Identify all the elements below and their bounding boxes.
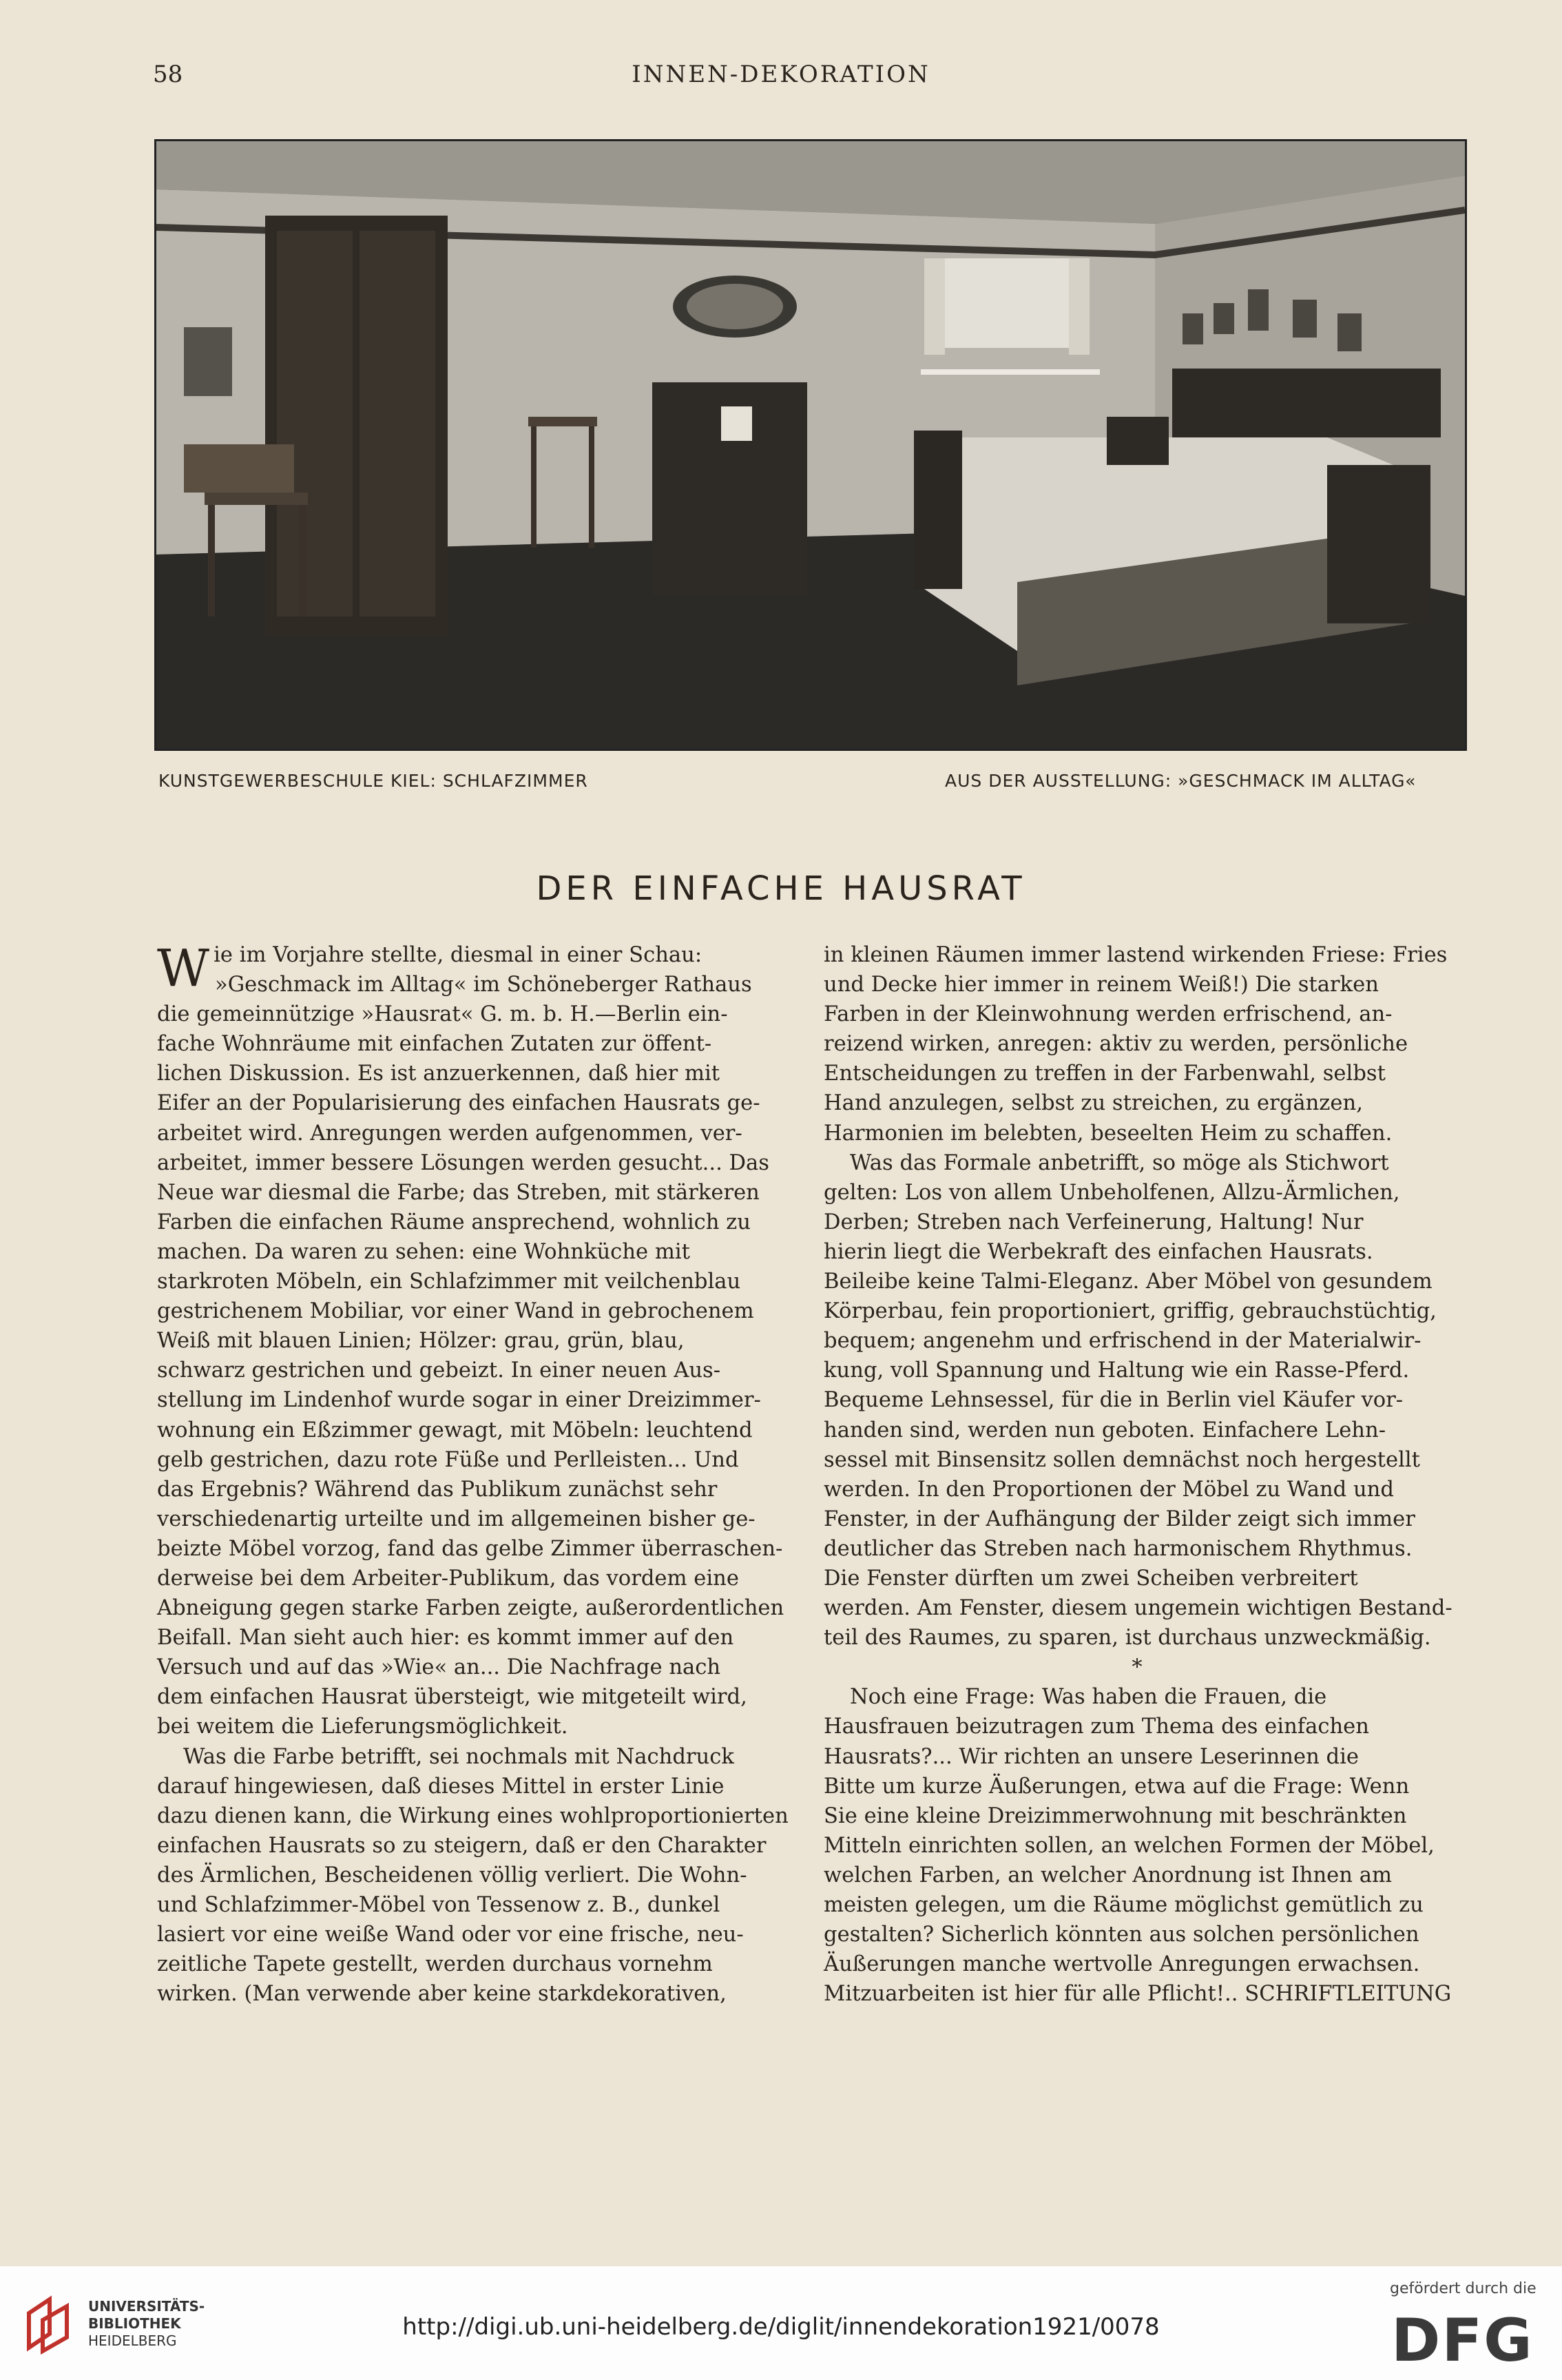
paragraph-line: fache Wohnräume mit einfachen Zutaten zur öffent- <box>157 1032 712 1057</box>
paragraph-line: »Geschmack im Alltag« im Schöneberger Rathaus <box>215 973 752 997</box>
paragraph-line: reizend wirken, anregen: aktiv zu werden, persönliche <box>824 1032 1408 1057</box>
paragraph-line: Versuch und auf das »Wie« an... Die Nachfrage nach <box>157 1655 721 1680</box>
bedroom-photograph <box>154 139 1467 751</box>
paragraph-line: Hausfrauen beizutragen zum Thema des einfachen <box>824 1715 1369 1739</box>
paragraph-line: Bequeme Lehnsessel, für die in Berlin viel Käufer vor- <box>824 1388 1404 1413</box>
paragraph-line: Abneigung gegen starke Farben zeigte, außerordentlichen <box>157 1596 784 1621</box>
paragraph-line: arbeitet, immer bessere Lösungen werden gesucht... Das <box>157 1150 769 1175</box>
paragraph-line: Äußerungen manche wertvolle Anregungen erwachsen. <box>824 1952 1420 1977</box>
paragraph-line: deutlicher das Streben nach harmonischem Rhythmus. <box>824 1536 1413 1561</box>
paragraph-line: Weiß mit blauen Linien; Hölzer: grau, grün, blau, <box>157 1329 685 1354</box>
paragraph-line: Was das Formale anbetrifft, so möge als Stichwort <box>850 1150 1389 1175</box>
paragraph-line: arbeitet wird. Anregungen werden aufgenommen, ver- <box>157 1121 742 1146</box>
paragraph-line: Körperbau, fein proportioniert, griffig, gebrauchstüchtig, <box>824 1299 1437 1324</box>
paragraph-line: dazu dienen kann, die Wirkung eines wohlproportionierten <box>157 1803 789 1828</box>
drop-cap: W <box>157 939 210 998</box>
paragraph-line: Hand anzulegen, selbst zu streichen, zu ergänzen, <box>824 1091 1363 1116</box>
paragraph-line: Beileibe keine Talmi-Eleganz. Aber Möbel von gesundem <box>824 1270 1433 1294</box>
section-divider-asterisk: * <box>1132 1655 1143 1680</box>
paragraph-line: einfachen Hausrats so zu steigern, daß er den Charakter <box>157 1833 767 1858</box>
paragraph-line: Wie im Vorjahre stellte, diesmal in einer Schau: <box>157 939 702 998</box>
paragraph-line: meisten gelegen, um die Räume möglichst gemütlich zu <box>824 1893 1424 1917</box>
paragraph-line: wirken. (Man verwende aber keine starkdekorativen, <box>157 1982 727 2007</box>
permalink-url[interactable]: http://digi.ub.uni-heidelberg.de/diglit/innendekoration1921/0078 <box>402 2313 1160 2341</box>
paragraph-line: stellung im Lindenhof wurde sogar in einer Dreizimmer- <box>157 1388 761 1413</box>
paragraph-line: lasiert vor eine weiße Wand oder vor eine frische, neu- <box>157 1923 744 1947</box>
paragraph-line: die gemeinnützige »Hausrat« G. m. b. H.—Berlin ein- <box>157 1002 728 1027</box>
paragraph-line: Bitte um kurze Äußerungen, etwa auf die Frage: Wenn <box>824 1774 1410 1799</box>
paragraph-line: Entscheidungen zu treffen in der Farbenwahl, selbst <box>824 1062 1386 1086</box>
paragraph-line: lichen Diskussion. Es ist anzuerkennen, daß hier mit <box>157 1062 720 1086</box>
paragraph-line: gestrichenem Mobiliar, vor einer Wand in gebrochenem <box>157 1299 754 1324</box>
paragraph-line: Fenster, in der Aufhängung der Bilder zeigt sich immer <box>824 1507 1415 1531</box>
paragraph-line: Was die Farbe betrifft, sei nochmals mit Nachdruck <box>183 1744 734 1769</box>
paragraph-line: des Ärmlichen, Bescheidenen völlig verliert. Die Wohn- <box>157 1863 747 1887</box>
paragraph-line: starkroten Möbeln, ein Schlafzimmer mit veilchenblau <box>157 1270 741 1294</box>
paragraph-line: machen. Da waren zu sehen: eine Wohnküche mit <box>157 1239 690 1264</box>
paragraph-line: Neue war diesmal die Farbe; das Streben, mit stärkeren <box>157 1180 760 1205</box>
paragraph-line: sessel mit Binsensitz sollen demnächst noch hergestellt <box>824 1447 1420 1472</box>
article-left-column <box>157 939 789 2009</box>
paragraph-line: wohnung ein Eßzimmer gewagt, mit Möbeln: leuchtend <box>157 1418 753 1442</box>
paragraph-line: bequem; angenehm und erfrischend in der Materialwir- <box>824 1329 1422 1354</box>
paragraph-line: Beifall. Man sieht auch hier: es kommt immer auf den <box>157 1626 734 1651</box>
running-title: INNEN-DEKORATION <box>632 61 930 88</box>
paragraph-line: Derben; Streben nach Verfeinerung, Haltung! Nur <box>824 1210 1364 1234</box>
paragraph-line: Hausrats?... Wir richten an unsere Leserinnen die <box>824 1744 1359 1769</box>
paragraph-line: welchen Farben, an welcher Anordnung ist Ihnen am <box>824 1863 1392 1887</box>
paragraph-line: derweise bei dem Arbeiter-Publikum, das vordem eine <box>157 1566 739 1591</box>
paragraph-line: verschiedenartig urteilte und im allgemeinen bisher ge- <box>157 1507 756 1531</box>
paragraph-line: in kleinen Räumen immer lastend wirkenden Friese: Fries <box>824 943 1448 967</box>
paragraph-line: dem einfachen Hausrat übersteigt, wie mitgeteilt wird, <box>157 1685 747 1710</box>
article-right-column <box>824 940 1450 2009</box>
digitization-footer <box>0 2266 1562 2380</box>
paragraph-line: Noch eine Frage: Was haben die Frauen, die <box>850 1685 1327 1710</box>
page-number: 58 <box>153 61 183 88</box>
paragraph-line: Die Fenster dürften um zwei Scheiben verbreitert <box>824 1566 1358 1591</box>
paragraph-line: und Schlafzimmer-Möbel von Tessenow z. B., dunkel <box>157 1893 720 1917</box>
paragraph-line: teil des Raumes, zu sparen, ist durchaus unzweckmäßig. <box>824 1626 1431 1651</box>
paragraph-line: das Ergebnis? Während das Publikum zunächst sehr <box>157 1477 718 1502</box>
paragraph-line: Sie eine kleine Dreizimmerwohnung mit beschränkten <box>824 1803 1407 1828</box>
dfg-logo: DFG <box>1391 2306 1534 2375</box>
paragraph-line: bei weitem die Lieferungsmöglichkeit. <box>157 1715 568 1739</box>
paragraph-line: Harmonien im belebten, beseelten Heim zu schaffen. <box>824 1121 1393 1146</box>
paragraph-line: werden. Am Fenster, diesem ungemein wichtigen Bestand- <box>824 1596 1452 1621</box>
paragraph-line: zeitliche Tapete gestellt, werden durchaus vornehm <box>157 1952 713 1977</box>
figure-caption-left: KUNSTGEWERBESCHULE KIEL: SCHLAFZIMMER <box>158 771 588 791</box>
paragraph-line: gestalten? Sicherlich könnten aus solchen persönlichen <box>824 1923 1419 1947</box>
paragraph-line: schwarz gestrichen und gebeizt. In einer neuen Aus- <box>157 1358 721 1383</box>
paragraph-line: Mitzuarbeiten ist hier für alle Pflicht!.. SCHRIFTLEITUNG <box>824 1982 1452 2007</box>
paragraph-line: werden. In den Proportionen der Möbel zu Wand und <box>824 1477 1394 1502</box>
paragraph-line: beizte Möbel vorzog, fand das gelbe Zimmer überraschen- <box>157 1536 783 1561</box>
article-title: DER EINFACHE HAUSRAT <box>536 869 1026 908</box>
figure-caption-right: AUS DER AUSSTELLUNG: »GESCHMACK IM ALLTAG« <box>945 771 1417 791</box>
paragraph-line: Farben die einfachen Räume ansprechend, wohnlich zu <box>157 1210 751 1234</box>
paragraph-line: kung, voll Spannung und Haltung wie ein Rasse-Pferd. <box>824 1358 1410 1383</box>
university-library-name: UNIVERSITÄTS- BIBLIOTHEK HEIDELBERG <box>88 2298 205 2349</box>
paragraph-line: hierin liegt die Werbekraft des einfachen Hausrats. <box>824 1239 1373 1264</box>
paragraph-line: handen sind, werden nun geboten. Einfachere Lehn- <box>824 1418 1386 1442</box>
paragraph-line: gelten: Los von allem Unbeholfenen, Allzu-Ärmlichen, <box>824 1180 1400 1205</box>
paragraph-line: gelb gestrichen, dazu rote Füße und Perlleisten... Und <box>157 1447 739 1472</box>
sponsor-label: gefördert durch die <box>1390 2280 1537 2297</box>
paragraph-line: und Decke hier immer in reinem Weiß!) Die starken <box>824 973 1379 997</box>
paragraph-line: darauf hingewiesen, daß dieses Mittel in erster Linie <box>157 1774 725 1799</box>
paragraph-line: Farben in der Kleinwohnung werden erfrischend, an- <box>824 1002 1393 1027</box>
paragraph-line: Eifer an der Popularisierung des einfachen Hausrats ge- <box>157 1091 760 1116</box>
paragraph-line: Mitteln einrichten sollen, an welchen Formen der Möbel, <box>824 1833 1435 1858</box>
